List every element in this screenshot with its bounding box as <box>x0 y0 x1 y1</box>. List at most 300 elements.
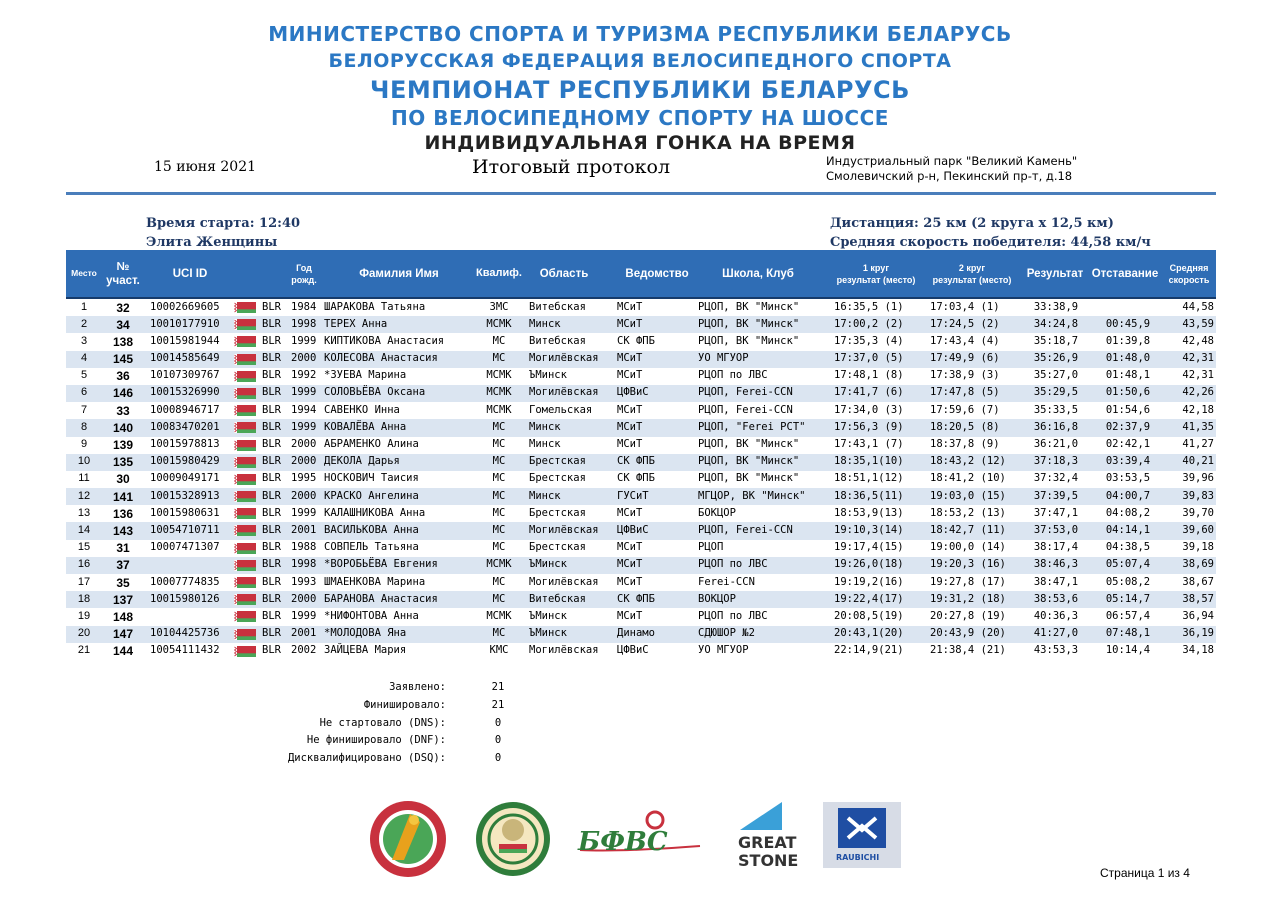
ministry-title: МИНИСТЕРСТВО СПОРТА И ТУРИЗМА РЕСПУБЛИКИ БЕЛАРУСЬ <box>268 22 1012 46</box>
table-row <box>66 333 1216 350</box>
cell-department: ЦФВиС <box>617 386 649 399</box>
cell-nationality: BLR <box>262 300 281 313</box>
results-table-body <box>66 299 1216 660</box>
cell-uci-id: 10015981944 <box>150 334 220 347</box>
col-lap1 <box>828 262 924 286</box>
cell-avg-speed: 36,94 <box>1182 609 1214 622</box>
entry-statistics <box>268 679 518 768</box>
cell-name: ШАРАКОВА Татьяна <box>324 300 426 313</box>
stat-label: Дисквалифицировано (DSQ): <box>287 752 446 765</box>
cell-gap: 01:48,0 <box>1105 352 1151 365</box>
cell-result: 37:47,1 <box>1033 506 1079 519</box>
cell-qualification: МС <box>492 472 506 485</box>
belarus-flag-icon <box>234 491 256 502</box>
cell-avg-speed: 36,19 <box>1182 627 1214 640</box>
col-department: Ведомство <box>625 268 689 280</box>
cell-number: 145 <box>112 352 134 367</box>
table-row <box>66 488 1216 505</box>
belarus-flag-icon <box>234 302 256 313</box>
cell-lap1: 17:37,0 (5) <box>834 352 904 365</box>
cell-birth-year: 1999 <box>291 334 317 347</box>
cell-uci-id: 10083470201 <box>150 420 220 433</box>
table-row <box>66 574 1216 591</box>
cell-number: 30 <box>116 472 130 487</box>
cell-department: МСиТ <box>617 317 643 330</box>
cell-club: СДЮШОР №2 <box>698 627 755 640</box>
cell-nationality: BLR <box>262 352 281 365</box>
cell-region: Витебская <box>529 334 586 347</box>
table-row <box>66 643 1216 660</box>
stat-value: 21 <box>491 681 505 693</box>
stat-label: Финишировало: <box>363 698 446 711</box>
table-row <box>66 505 1216 522</box>
cell-lap2: 19:00,0 (14) <box>930 541 1006 554</box>
cell-name: КРАСКО Ангелина <box>324 489 419 502</box>
cell-place: 1 <box>80 300 88 313</box>
cell-place: 15 <box>77 541 91 554</box>
belarus-flag-icon <box>234 319 256 330</box>
col-uci-id: UCI ID <box>172 268 208 280</box>
cell-avg-speed: 42,31 <box>1182 352 1214 365</box>
table-row <box>66 557 1216 574</box>
cell-place: 13 <box>77 506 91 519</box>
cell-lap1: 16:35,5 (1) <box>834 300 904 313</box>
event-date: 15 июня 2021 <box>154 159 257 175</box>
raubichi-logo <box>823 802 901 868</box>
cell-lap2: 17:47,8 (5) <box>930 386 1000 399</box>
cell-uci-id: 10015326990 <box>150 386 220 399</box>
cell-lap1: 17:48,1 (8) <box>834 369 904 382</box>
cell-nationality: BLR <box>262 386 281 399</box>
cell-qualification: МС <box>492 627 506 640</box>
cell-uci-id: 10007471307 <box>150 541 220 554</box>
cell-number: 36 <box>116 369 130 384</box>
cell-place: 7 <box>80 403 88 416</box>
cell-gap: 04:08,2 <box>1105 506 1151 519</box>
cell-name: *ЗУЕВА Марина <box>324 369 407 382</box>
cell-name: КАЛАШНИКОВА Анна <box>324 506 426 519</box>
cell-uci-id: 10015980429 <box>150 455 220 468</box>
cell-region: ЪМинск <box>529 558 567 571</box>
cell-number: 146 <box>112 386 134 401</box>
cell-qualification: МСМК <box>486 558 512 571</box>
cell-place: 9 <box>80 438 88 450</box>
cell-region: Могилёвская <box>529 352 599 365</box>
cell-place: 12 <box>77 489 91 502</box>
cell-avg-speed: 41,27 <box>1182 438 1214 450</box>
cell-region: Витебская <box>529 300 586 313</box>
cell-name: НОСКОВИЧ Таисия <box>324 472 419 485</box>
cell-lap1: 22:14,9(21) <box>834 644 904 657</box>
table-row <box>66 437 1216 454</box>
cell-lap1: 18:36,5(11) <box>834 489 904 502</box>
cell-name: АБРАМЕНКО Алина <box>324 438 419 450</box>
cell-qualification: МСМК <box>486 403 512 416</box>
cell-result: 37:32,4 <box>1033 472 1079 485</box>
great-stone-logo <box>738 802 798 870</box>
discipline-title: ПО ВЕЛОСИПЕДНОМУ СПОРТУ НА ШОССЕ <box>391 106 889 130</box>
cell-department: ГУСиТ <box>617 489 649 502</box>
cell-nationality: BLR <box>262 558 281 571</box>
cell-qualification: МСМК <box>486 386 512 399</box>
cell-birth-year: 1998 <box>291 317 317 330</box>
cell-number: 32 <box>116 300 130 315</box>
cell-club: УО МГУОР <box>698 644 749 657</box>
cell-lap1: 18:51,1(12) <box>834 472 904 485</box>
federation-title: БЕЛОРУССКАЯ ФЕДЕРАЦИЯ ВЕЛОСИПЕДНОГО СПОРТА <box>328 50 952 72</box>
cell-nationality: BLR <box>262 420 281 433</box>
cell-name: ШМАЕНКОВА Марина <box>324 575 426 588</box>
table-row <box>66 351 1216 368</box>
cell-department: МСиТ <box>617 558 643 571</box>
belarus-flag-icon <box>234 646 256 657</box>
cell-qualification: МС <box>492 455 506 468</box>
table-row <box>66 454 1216 471</box>
cell-qualification: ЗМС <box>489 300 509 313</box>
cell-lap1: 19:19,2(16) <box>834 575 904 588</box>
cell-gap: 04:00,7 <box>1105 489 1151 502</box>
cell-gap: 04:38,5 <box>1105 541 1151 554</box>
cell-result: 37:18,3 <box>1033 455 1079 468</box>
cell-birth-year: 1999 <box>291 506 317 519</box>
cell-region: Минск <box>529 438 561 450</box>
cell-lap2: 19:20,3 (16) <box>930 558 1006 571</box>
cell-birth-year: 2000 <box>291 592 317 605</box>
stat-value: 0 <box>494 734 502 747</box>
col-qualification: Квалиф. <box>476 267 522 279</box>
cell-region: Могилёвская <box>529 523 599 536</box>
cell-name: КОВАЛЁВА Анна <box>324 420 407 433</box>
cell-club: РЦОП, ВК "Минск" <box>698 472 800 485</box>
cell-nationality: BLR <box>262 455 281 468</box>
cell-uci-id: 10107309767 <box>150 369 220 382</box>
col-club: Школа, Клуб <box>722 268 794 280</box>
cell-gap: 05:07,4 <box>1105 558 1151 571</box>
cell-avg-speed: 42,18 <box>1182 403 1214 416</box>
cell-avg-speed: 39,96 <box>1182 472 1214 485</box>
raubichi-text: RAUBICHI <box>836 853 880 862</box>
cell-gap: 02:42,1 <box>1105 438 1151 450</box>
col-birth-year <box>286 262 322 286</box>
cell-gap: 02:37,9 <box>1105 420 1151 433</box>
table-row <box>66 471 1216 488</box>
distance: Дистанция: 25 км (2 круга x 12,5 км) <box>830 216 1114 231</box>
cell-gap: 01:48,1 <box>1105 369 1151 382</box>
cell-number: 144 <box>112 644 134 659</box>
stat-label: Не финишировало (DNF): <box>306 734 446 747</box>
cell-gap: 03:39,4 <box>1105 455 1151 468</box>
cell-uci-id: 10015980631 <box>150 506 220 519</box>
cell-nationality: BLR <box>262 317 281 330</box>
great-text: GREAT <box>738 833 797 852</box>
cell-region: Могилёвская <box>529 575 599 588</box>
cell-gap: 05:08,2 <box>1105 575 1151 588</box>
stat-label: Заявлено: <box>389 681 446 693</box>
cell-birth-year: 1994 <box>291 403 317 416</box>
cell-lap2: 17:38,9 (3) <box>930 369 1000 382</box>
cell-region: ЪМинск <box>529 369 567 382</box>
cell-name: КОЛЕСОВА Анастасия <box>324 352 438 365</box>
cell-result: 41:27,0 <box>1033 627 1079 640</box>
cell-place: 19 <box>77 609 91 622</box>
cell-lap2: 19:03,0 (15) <box>930 489 1006 502</box>
cell-birth-year: 2000 <box>291 489 317 502</box>
col-avg-speed-line1: Средняя <box>1169 263 1209 273</box>
col-region: Область <box>539 268 589 280</box>
cell-department: МСиТ <box>617 300 643 313</box>
col-lap1-line1: 1 круг <box>862 263 890 273</box>
cell-uci-id: 10104425736 <box>150 627 220 640</box>
cell-region: Брестская <box>529 541 586 554</box>
cell-qualification: МС <box>492 506 506 519</box>
cell-avg-speed: 38,57 <box>1182 592 1214 605</box>
belarus-flag-icon <box>234 440 256 451</box>
cell-gap: 06:57,4 <box>1105 609 1151 622</box>
col-gap: Отставание <box>1091 268 1159 280</box>
bfvs-text: БФВС <box>578 827 668 857</box>
col-result: Результат <box>1026 268 1084 280</box>
cell-uci-id: 10054111432 <box>150 644 220 657</box>
cell-number: 138 <box>112 334 134 349</box>
cell-birth-year: 1984 <box>291 300 317 313</box>
cell-lap2: 17:03,4 (1) <box>930 300 1000 313</box>
cell-result: 36:16,8 <box>1033 420 1079 433</box>
cell-lap2: 20:27,8 (19) <box>930 609 1006 622</box>
cell-lap2: 17:43,4 (4) <box>930 334 1000 347</box>
cell-club: РЦОП по ЛВС <box>698 609 768 622</box>
cell-result: 38:53,6 <box>1033 592 1079 605</box>
cell-qualification: МСМК <box>486 369 512 382</box>
cell-qualification: КМС <box>489 644 509 657</box>
cell-qualification: МСМК <box>486 609 512 622</box>
table-row <box>66 402 1216 419</box>
cell-lap1: 17:43,1 (7) <box>834 438 904 450</box>
cell-lap2: 17:59,6 (7) <box>930 403 1000 416</box>
col-birth-year-line1: Год <box>296 263 312 273</box>
cell-place: 14 <box>77 523 91 536</box>
cell-birth-year: 2001 <box>291 627 317 640</box>
cell-lap1: 20:43,1(20) <box>834 627 904 640</box>
cell-lap1: 17:41,7 (6) <box>834 386 904 399</box>
cell-avg-speed: 38,67 <box>1182 575 1214 588</box>
cell-club: РЦОП, Ferei-CCN <box>698 523 793 536</box>
belarus-flag-icon <box>234 422 256 433</box>
page-number: Страница 1 из 4 <box>1100 866 1190 880</box>
cell-number: 143 <box>112 523 134 538</box>
start-info <box>146 214 300 252</box>
cell-region: Минск <box>529 420 561 433</box>
cell-nationality: BLR <box>262 369 281 382</box>
stat-label: Не стартовало (DNS): <box>319 716 446 729</box>
belarus-flag-icon <box>234 354 256 365</box>
cell-uci-id: 10009049171 <box>150 472 220 485</box>
cell-nationality: BLR <box>262 627 281 640</box>
cell-uci-id: 10015978813 <box>150 438 220 450</box>
cell-place: 3 <box>80 334 88 347</box>
cell-club: РЦОП, ВК "Минск" <box>698 300 800 313</box>
cell-qualification: МС <box>492 420 506 433</box>
cell-nationality: BLR <box>262 489 281 502</box>
col-number-line1: № <box>116 261 130 273</box>
table-row <box>66 522 1216 539</box>
table-row <box>66 299 1216 316</box>
stat-value: 0 <box>494 716 502 729</box>
cell-club: УО МГУОР <box>698 352 749 365</box>
cell-lap2: 18:43,2 (12) <box>930 455 1006 468</box>
cell-uci-id: 10007774835 <box>150 575 220 588</box>
cell-place: 2 <box>80 317 88 330</box>
cell-department: МСиТ <box>617 352 643 365</box>
cell-result: 35:26,9 <box>1033 352 1079 365</box>
cell-region: Минск <box>529 489 561 502</box>
cell-avg-speed: 44,58 <box>1182 300 1214 313</box>
cell-number: 135 <box>112 455 134 470</box>
col-number-line2: участ. <box>106 275 140 287</box>
cell-region: ЪМинск <box>529 627 567 640</box>
cell-number: 34 <box>116 317 130 332</box>
cell-region: Минск <box>529 317 561 330</box>
cell-uci-id: 10008946717 <box>150 403 220 416</box>
cell-department: МСиТ <box>617 438 643 450</box>
cell-birth-year: 2000 <box>291 352 317 365</box>
cell-club: РЦОП по ЛВС <box>698 558 768 571</box>
cell-department: ЦФВиС <box>617 523 649 536</box>
cell-birth-year: 1999 <box>291 420 317 433</box>
cell-result: 38:17,4 <box>1033 541 1079 554</box>
cell-result: 35:33,5 <box>1033 403 1079 416</box>
cell-region: Могилёвская <box>529 644 599 657</box>
cell-lap2: 17:24,5 (2) <box>930 317 1000 330</box>
cell-nationality: BLR <box>262 523 281 536</box>
cell-result: 33:38,9 <box>1033 300 1079 313</box>
cell-gap: 01:54,6 <box>1105 403 1151 416</box>
cell-region: Гомельская <box>529 403 593 416</box>
cell-avg-speed: 42,48 <box>1182 334 1214 347</box>
cell-result: 40:36,3 <box>1033 609 1079 622</box>
cell-number: 147 <box>112 627 134 642</box>
cell-number: 35 <box>116 575 130 590</box>
stat-row <box>268 679 518 697</box>
belarus-flag-icon <box>234 543 256 554</box>
cell-birth-year: 1995 <box>291 472 317 485</box>
cell-number: 148 <box>112 609 134 624</box>
cell-qualification: МС <box>492 334 506 347</box>
belarus-flag-icon <box>234 594 256 605</box>
sponsor-logos <box>0 800 1280 880</box>
cell-number: 33 <box>116 403 130 418</box>
col-birth-year-line2: рожд. <box>291 275 317 285</box>
distance-info <box>830 214 1151 252</box>
cell-birth-year: 1999 <box>291 609 317 622</box>
cell-name: БАРАНОВА Анастасия <box>324 592 438 605</box>
cell-club: РЦОП, "Ferei PCT" <box>698 420 806 433</box>
cell-uci-id: 10015328913 <box>150 489 220 502</box>
table-row <box>66 626 1216 643</box>
cell-birth-year: 2000 <box>291 455 317 468</box>
cell-birth-year: 1998 <box>291 558 317 571</box>
cell-place: 11 <box>78 472 90 485</box>
cell-place: 17 <box>77 575 91 588</box>
belarus-flag-icon <box>234 508 256 519</box>
cell-birth-year: 2002 <box>291 644 317 657</box>
venue <box>826 154 1077 184</box>
stat-value: 21 <box>491 698 505 711</box>
col-lap2 <box>924 262 1020 286</box>
cell-gap: 01:39,8 <box>1105 334 1151 347</box>
cell-place: 5 <box>80 369 88 382</box>
cell-number: 137 <box>112 592 134 607</box>
cell-gap: 10:14,4 <box>1105 644 1151 657</box>
belarus-flag-icon <box>234 577 256 588</box>
start-time: Время старта: 12:40 <box>146 216 301 231</box>
cell-department: МСиТ <box>617 609 643 622</box>
results-table-header <box>66 250 1216 299</box>
cell-qualification: МСМК <box>486 317 512 330</box>
cell-lap1: 19:10,3(14) <box>834 523 904 536</box>
cell-lap2: 18:42,7 (11) <box>930 523 1006 536</box>
cell-lap1: 19:17,4(15) <box>834 541 904 554</box>
cell-qualification: МС <box>492 489 506 502</box>
cell-department: МСиТ <box>617 506 643 519</box>
cell-club: РЦОП, ВК "Минск" <box>698 438 800 450</box>
cell-department: СК ФПБ <box>617 592 655 605</box>
cell-name: КИПТИКОВА Анастасия <box>324 334 445 347</box>
cell-number: 31 <box>116 541 130 556</box>
cell-lap1: 18:35,1(10) <box>834 455 904 468</box>
cell-nationality: BLR <box>262 472 281 485</box>
cell-name: *ВОРОБЬЁВА Евгения <box>324 558 438 571</box>
cell-nationality: BLR <box>262 592 281 605</box>
cell-place: 18 <box>77 592 91 605</box>
venue-line-2: Смолевичский р-н, Пекинский пр-т, д.18 <box>826 169 1073 183</box>
cell-uci-id: 10014585649 <box>150 352 220 365</box>
cell-number: 136 <box>112 506 134 521</box>
cell-club: РЦОП, ВК "Минск" <box>698 334 800 347</box>
ministry-sport-logo <box>370 801 446 877</box>
cell-lap2: 19:31,2 (18) <box>930 592 1006 605</box>
stat-value: 0 <box>494 752 502 765</box>
table-row <box>66 540 1216 557</box>
cell-region: Брестская <box>529 455 586 468</box>
col-number <box>106 260 140 288</box>
belarus-flag-icon <box>234 388 256 399</box>
cell-avg-speed: 38,69 <box>1182 558 1214 571</box>
cell-number: 141 <box>112 489 134 504</box>
stat-row <box>268 715 518 733</box>
cell-result: 35:27,0 <box>1033 369 1079 382</box>
belarus-flag-icon <box>234 371 256 382</box>
stat-row <box>268 750 518 768</box>
cell-name: СОЛОВЬЁВА Оксана <box>324 386 426 399</box>
col-lap2-line2: результат (место) <box>932 275 1012 285</box>
cell-club: МГЦОР, ВК "Минск" <box>698 489 806 502</box>
cell-nationality: BLR <box>262 438 281 450</box>
cell-birth-year: 1992 <box>291 369 317 382</box>
cell-lap1: 17:56,3 (9) <box>834 420 904 433</box>
cell-qualification: МС <box>492 592 506 605</box>
cell-result: 36:21,0 <box>1033 438 1079 450</box>
cell-name: *МОЛОДОВА Яна <box>324 627 407 640</box>
cell-lap2: 18:37,8 (9) <box>930 438 1000 450</box>
col-lap1-line2: результат (место) <box>836 275 916 285</box>
cell-name: ЗАЙЦЕВА Мария <box>324 644 407 657</box>
cell-lap1: 17:34,0 (3) <box>834 403 904 416</box>
cell-place: 16 <box>77 558 91 571</box>
cell-place: 6 <box>80 386 88 399</box>
winner-avg-speed: Средняя скорость победителя: 44,58 км/ч <box>830 235 1151 250</box>
cell-department: МСиТ <box>617 369 643 382</box>
belarus-flag-icon <box>234 560 256 571</box>
